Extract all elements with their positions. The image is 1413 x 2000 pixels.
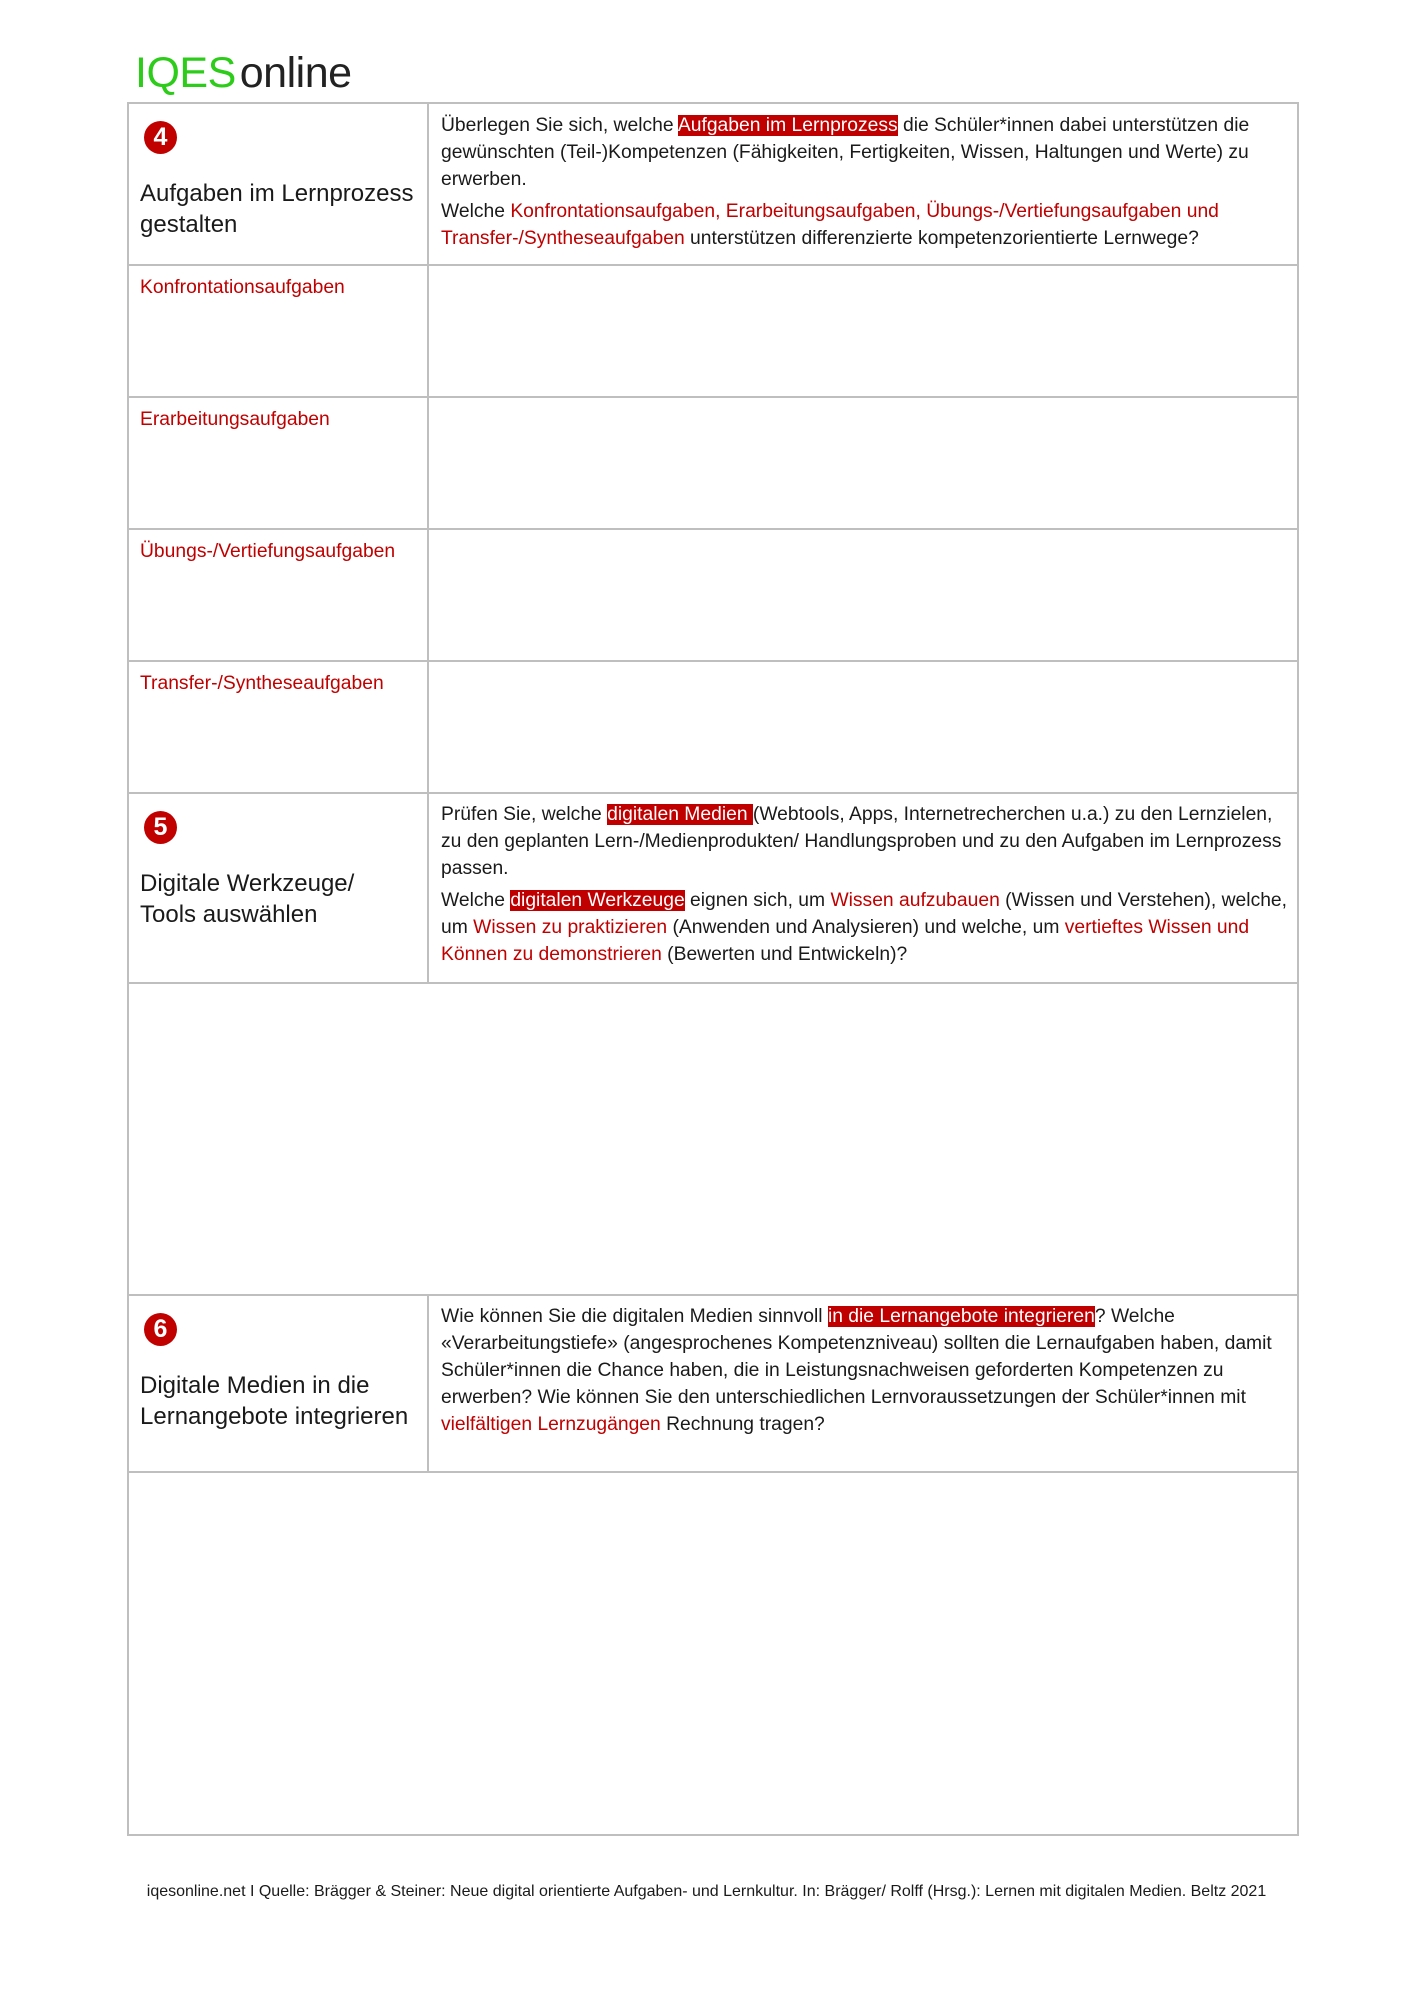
section-6-description bbox=[441, 1303, 1291, 1443]
column-divider bbox=[427, 1294, 429, 1471]
emphasized-term: Wissen zu praktizieren bbox=[473, 917, 668, 938]
emphasized-term: vertieftes Wissen und Können zu demonstrieren bbox=[441, 917, 1250, 965]
row-divider bbox=[127, 982, 1299, 984]
row-divider bbox=[127, 660, 1299, 662]
paragraph: Welche Konfrontationsaufgaben, Erarbeitungsaufgaben, Übungs-/Vertiefungsaufgaben und Transfer-/Syntheseaufgaben unterstützen differenzierte kompetenzorientierte Lernwege? bbox=[441, 201, 1219, 249]
row-label-transfer: Transfer-/Syntheseaufgaben bbox=[140, 673, 384, 694]
section-6-heading bbox=[140, 1313, 415, 1432]
row-label-uebung: Übungs-/Vertiefungsaufgaben bbox=[140, 541, 396, 562]
row-divider bbox=[127, 264, 1299, 266]
paragraph: Überlegen Sie sich, welche Aufgaben im Lernprozess die Schüler*innen dabei unterstützen die gewünschten (Teil-)Kompetenzen (Fähigkeiten, Fertigkeiten, Wissen, Haltungen und Werte) zu erwerben. bbox=[441, 115, 1250, 190]
row-label-konfrontation: Konfrontationsaufgaben bbox=[140, 277, 345, 298]
row-divider bbox=[127, 792, 1299, 794]
column-divider bbox=[427, 102, 429, 982]
logo-suffix: online bbox=[239, 49, 352, 97]
row-divider bbox=[127, 1471, 1299, 1473]
paragraph: Welche digitalen Werkzeuge eignen sich, um Wissen aufzubauen (Wissen und Verstehen), welche, um Wissen zu praktizieren (Anwenden und Analysieren) und welche, um vertieftes Wissen und Können zu demonstrieren (Bewerten und Entwickeln)? bbox=[441, 890, 1288, 965]
paragraph: Prüfen Sie, welche digitalen Medien (Webtools, Apps, Internetrecherchen u.a.) zu den Lernzielen, zu den geplanten Lern-/Medienprodukten/ Handlungsproben und zu den Aufgaben im Lernprozess passen. bbox=[441, 804, 1282, 879]
row-divider bbox=[127, 528, 1299, 530]
iqes-online-logo bbox=[135, 49, 352, 97]
step-number-badge: 6 bbox=[144, 1313, 177, 1346]
section-5-description bbox=[441, 801, 1291, 973]
source-footer: iqesonline.net I Quelle: Brägger & Steiner: Neue digital orientierte Aufgaben- und Lernkultur. In: Brägger/ Rolff (Hrsg.): Lernen mit digitalen Medien. Beltz 2021 bbox=[146, 1883, 1267, 1900]
section-4-description bbox=[441, 112, 1291, 257]
highlighted-term: digitalen Werkzeuge bbox=[510, 890, 685, 911]
highlighted-term: Aufgaben im Lernprozess bbox=[677, 115, 898, 136]
section-5-heading bbox=[140, 811, 415, 930]
highlighted-term: in die Lernangebote integrieren bbox=[827, 1306, 1095, 1327]
section-title: Digitale Werkzeuge/ Tools auswählen bbox=[140, 870, 355, 928]
paragraph: Wie können Sie die digitalen Medien sinnvoll in die Lernangebote integrieren? Welche «Verarbeitungstiefe» (angesprochenes Kompetenzniveau) sollten die Lernaufgaben haben, damit Schüler*innen die Chance haben, die in Leistungsnachweisen geforderten Kompetenzen zu erwerben? Wie können Sie den unterschiedlichen Lernvoraussetzungen der Schüler*innen mit vielfältigen Lernzugängen Rechnung tragen? bbox=[441, 1306, 1272, 1435]
emphasized-term: Konfrontationsaufgaben, Erarbeitungsaufgaben, Übungs-/Vertiefungsaufgaben und Transfer-/Syntheseaufgaben bbox=[441, 201, 1219, 249]
row-divider bbox=[127, 1294, 1299, 1296]
section-4-heading bbox=[140, 121, 415, 240]
section-title: Aufgaben im Lernprozess gestalten bbox=[140, 180, 414, 238]
emphasized-term: Wissen aufzubauen bbox=[830, 890, 1000, 911]
section-title: Digitale Medien in die Lernangebote integrieren bbox=[140, 1372, 409, 1430]
step-number-badge: 5 bbox=[144, 811, 177, 844]
logo-brand: IQES bbox=[135, 49, 236, 97]
highlighted-term: digitalen Medien bbox=[607, 804, 753, 825]
step-number-badge: 4 bbox=[144, 121, 177, 154]
row-label-erarbeitung: Erarbeitungsaufgaben bbox=[140, 409, 330, 430]
emphasized-term: vielfältigen Lernzugängen bbox=[441, 1414, 661, 1435]
row-divider bbox=[127, 396, 1299, 398]
